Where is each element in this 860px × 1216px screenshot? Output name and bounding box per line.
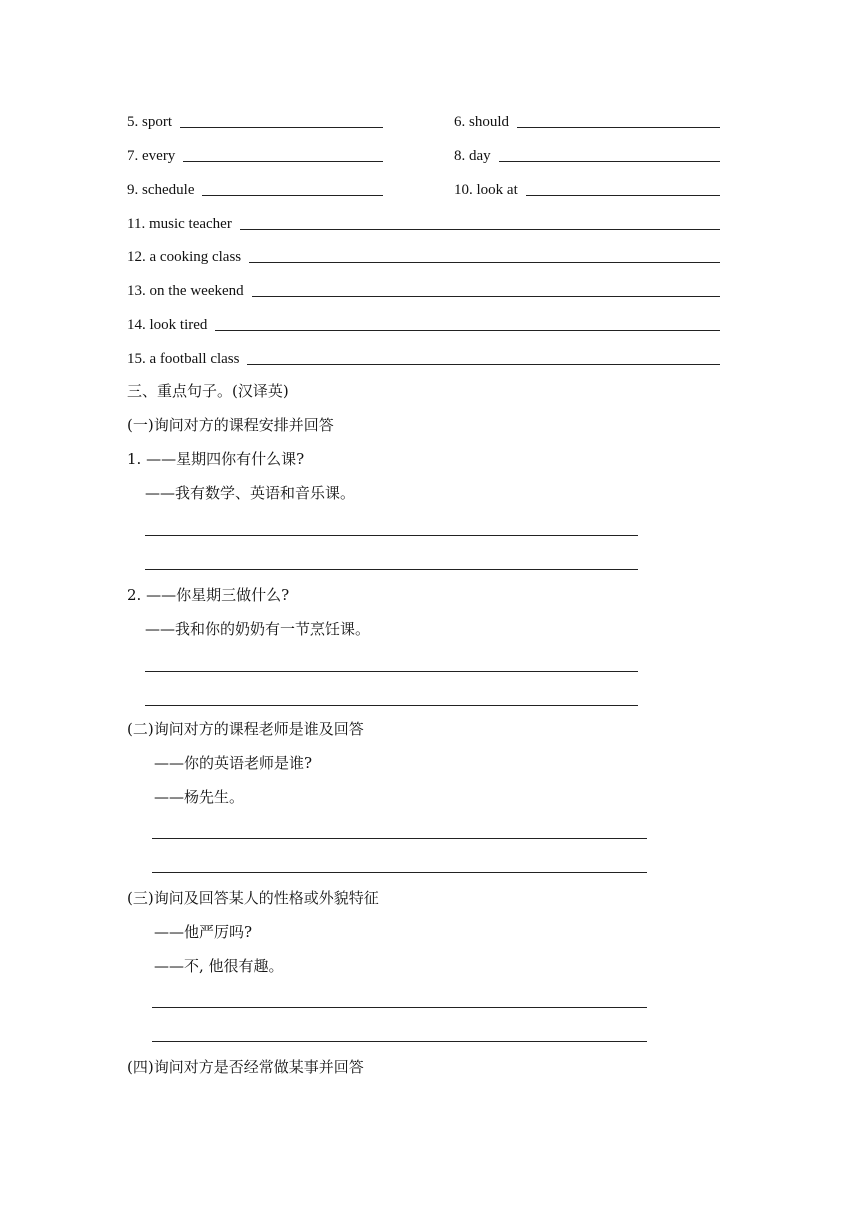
vocab-item-7 <box>127 148 383 164</box>
vocab-item-14 <box>127 317 720 333</box>
subsection-title-4: (四)询问对方是否经常做某事并回答 <box>127 1058 364 1076</box>
writing-line[interactable] <box>145 569 638 570</box>
answer-blank[interactable] <box>517 127 720 128</box>
writing-line[interactable] <box>145 705 638 706</box>
answer-blank[interactable] <box>249 262 720 263</box>
question-4-answer-cue: ——不, 他很有趣。 <box>154 957 284 975</box>
vocab-label: 12. a cooking class <box>127 249 242 265</box>
question-2-prompt: 2. ——你星期三做什么? <box>127 586 290 604</box>
vocab-item-9 <box>127 182 383 198</box>
vocab-label: 7. every <box>127 148 176 164</box>
question-3-answer-cue: ——杨先生。 <box>154 788 245 806</box>
vocab-item-6 <box>454 114 720 130</box>
answer-blank[interactable] <box>215 330 720 331</box>
answer-blank[interactable] <box>202 195 383 196</box>
section-heading: 三、重点句子。(汉译英) <box>127 382 289 400</box>
vocab-item-13 <box>127 283 720 299</box>
vocab-label: 9. schedule <box>127 182 195 198</box>
vocab-label: 13. on the weekend <box>127 283 244 299</box>
vocab-label: 8. day <box>454 148 491 164</box>
vocab-label: 5. sport <box>127 114 172 130</box>
answer-blank[interactable] <box>240 229 720 230</box>
writing-line[interactable] <box>152 838 647 839</box>
answer-blank[interactable] <box>526 195 720 196</box>
question-1-answer-cue: ——我有数学、英语和音乐课。 <box>145 484 356 502</box>
vocab-label: 15. a football class <box>127 351 240 367</box>
writing-line[interactable] <box>152 872 647 873</box>
vocab-item-8 <box>454 148 720 164</box>
answer-blank[interactable] <box>252 296 720 297</box>
vocab-item-15 <box>127 351 720 367</box>
subsection-title-1: (一)询问对方的课程安排并回答 <box>127 416 334 434</box>
vocab-item-11 <box>127 216 720 232</box>
subsection-title-2: (二)询问对方的课程老师是谁及回答 <box>127 720 364 738</box>
question-4-prompt: ——他严厉吗? <box>154 923 253 941</box>
answer-blank[interactable] <box>180 127 383 128</box>
answer-blank[interactable] <box>499 161 720 162</box>
writing-line[interactable] <box>152 1007 647 1008</box>
question-1-prompt: 1. ——星期四你有什么课? <box>127 450 305 468</box>
vocab-label: 6. should <box>454 114 510 130</box>
answer-blank[interactable] <box>247 364 720 365</box>
writing-line[interactable] <box>152 1041 647 1042</box>
vocab-label: 11. music teacher <box>127 216 232 232</box>
question-2-answer-cue: ——我和你的奶奶有一节烹饪课。 <box>145 620 371 638</box>
vocab-item-5 <box>127 114 383 130</box>
writing-line[interactable] <box>145 671 638 672</box>
vocab-item-12 <box>127 249 720 265</box>
vocab-label: 10. look at <box>454 182 518 198</box>
subsection-title-3: (三)询问及回答某人的性格或外貌特征 <box>127 889 379 907</box>
vocab-item-10 <box>454 182 720 198</box>
answer-blank[interactable] <box>183 161 383 162</box>
question-3-prompt: ——你的英语老师是谁? <box>154 754 313 772</box>
writing-line[interactable] <box>145 535 638 536</box>
vocab-label: 14. look tired <box>127 317 208 333</box>
